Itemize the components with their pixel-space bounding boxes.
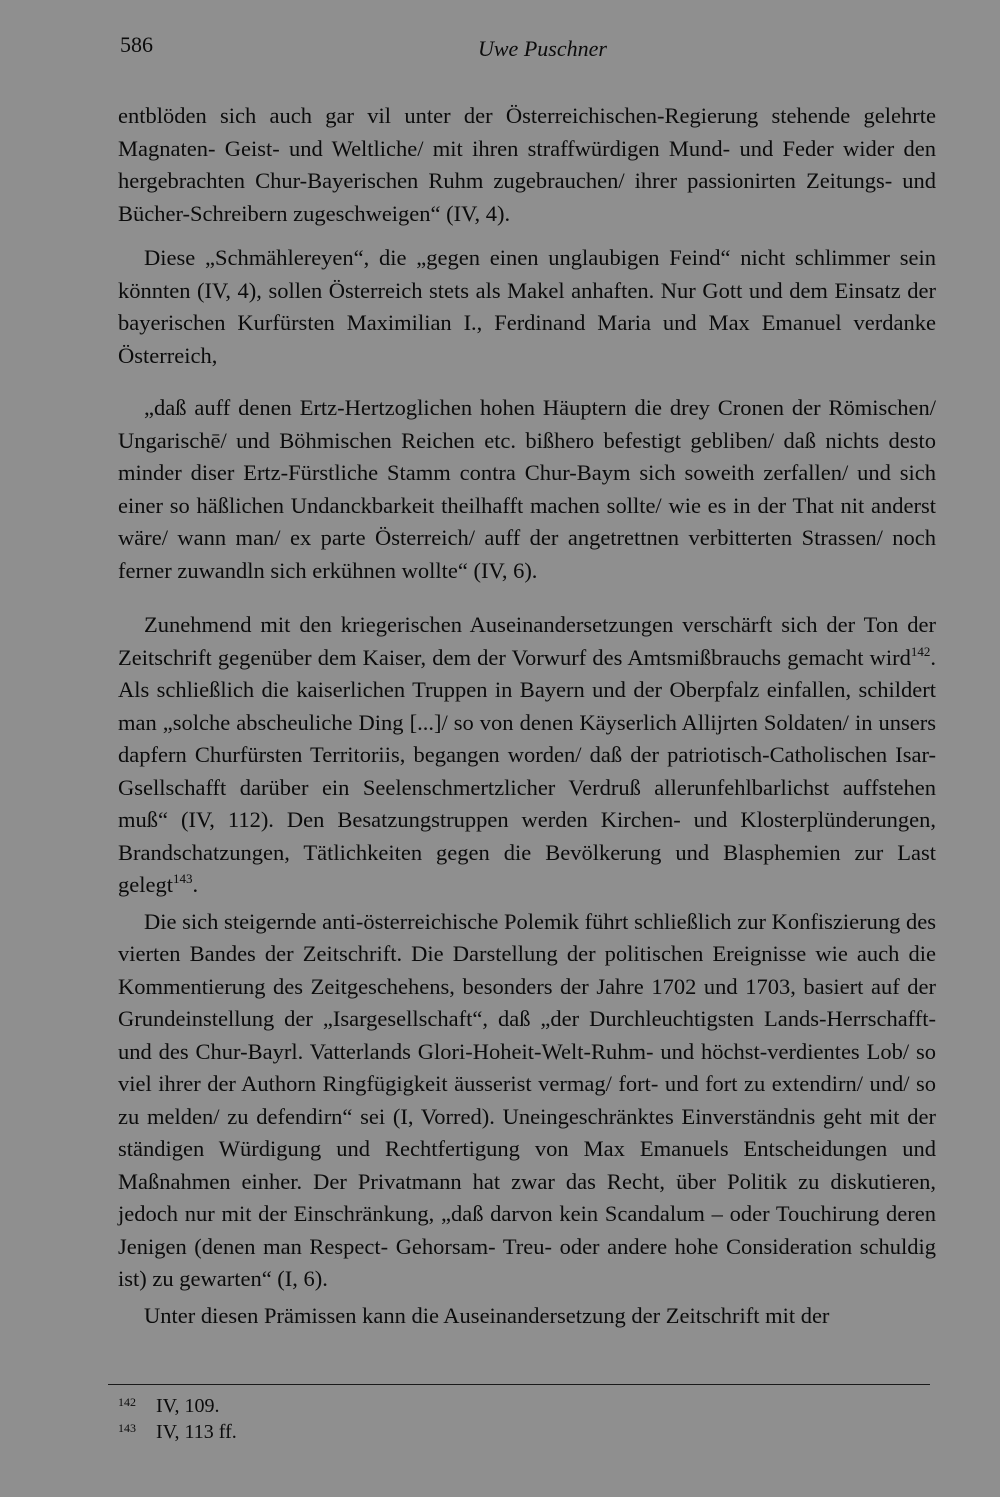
block-quote: „daß auff denen Ertz-Hertzoglichen hohen Häuptern die drey Cronen der Römischen/ Ungarischē/ und Böhmischen Reichen etc. bißhero befestigt gebliben/ daß nichts desto minder diser Ertz-Fürstliche Stamm contra Chur-Baym sich soweith zerfallen/ und sich einer so häßlichen Undanckbarkeit theilhafft machen sollte/ wie es in der That nit anderst wäre/ wann man/ ex parte Österreich/ auff der angetrettnen verbitterten Strassen/ noch ferner zuwandln sich erkühnen wollte“ (IV, 6). [118,395,936,583]
footnote-text: IV, 109. [156,1395,220,1417]
paragraph-3-part-c: . [192,872,199,897]
footnote-143 [118,1420,518,1446]
footnote-ref-143[interactable]: 143 [172,871,193,886]
footnotes [118,1394,518,1446]
footnote-number: 142 [118,1395,136,1409]
footnote-ref-142[interactable]: 142 [910,643,931,659]
paragraph-4: Die sich steigernde anti-österreichische Polemik führt schließlich zur Konfiszierung des vierten Bandes der Zeitschrift. Die Darstellung der politischen Ereignisse wie auch die Kommentierung des Zeitgeschehens, besonders der Jahre 1702 und 1703, basiert auf der Grundeinstellung der „Isargesellschaft“, daß „der Durchleuchtigsten Lands-Herrschafft- und des Chur-Bayrl. Vatterlands Glori-Hoheit-Welt-Ruhm- und höchst-verdientes Lob/ so viel ihrer der Authorn Ringfügigkeit äusserist vermag/ fort- und fort zu extendirn/ und/ so zu melden/ zu defendirn“ sei (I, Vorred). Uneingeschränktes Einverständnis geht mit der ständigen Würdigung und Rechtfertigung von Max Emanuels Entscheidungen und Maßnahmen einher. Der Privatmann hat zwar das Recht, über Politik zu diskutieren, jedoch nur mit der Einschränkung, „daß darvon kein Scandalum – oder Touchirung deren Jenigen (denen man Respect- Gehorsam- Treu- oder andere hohe Consideration schuldig ist) zu gewarten“ (I, 6). [118,908,936,1291]
page-number: 586 [120,32,153,57]
footnote-divider [108,1384,930,1385]
footnote-text: IV, 113 ff. [156,1421,237,1443]
paragraph-3-part-b: . Als schließlich die kaiserlichen Truppen in Bayern und der Oberpfalz einfallen, schildert man „solche abscheuliche Ding [...]/ so von denen Käyserlich Allijrten Soldaten/ in unsers dapfern Churfürsten Territoriis, begangen worden/ daß der patriotisch-Catholischen Isar-Gsellschafft darüber ein Seelenschmertzlicher Verdruß allerunfehlbarlichst auffstehen muß“ (IV, 112). Den Besatzungstruppen werden Kirchen- und Klosterplünderungen, Brandschatzungen, Tätlichkeiten gegen die Bevölkerung und Blasphemien zur Last gelegt [118,644,936,897]
paragraph-1: entblöden sich auch gar vil unter der Österreichischen-Regierung stehende gelehrte Magnaten- Geist- und Weltliche/ mit ihren straffwürdigen Mund- und Feder wider den hergebrachten Chur-Bayerischen Ruhm zugebrauchen/ ihrer passionirten Zeitungs- und Bücher-Schreibern zugeschweigen“ (IV, 4). [118,103,936,226]
paragraph-3 [118,609,936,902]
running-header-author: Uwe Puschner [478,36,607,61]
paragraph-2: Diese „Schmählereyen“, die „gegen einen unglaubigen Feind“ nicht schlimmer sein könnten (IV, 4), sollen Österreich stets als Makel anhaften. Nur Gott und dem Einsatz der bayerischen Kurfürsten Maximilian I., Ferdinand Maria und Max Emanuel verdanke Österreich, [118,245,936,368]
paragraph-3-part-a: Zunehmend mit den kriegerischen Auseinandersetzungen verschärft sich der Ton der Zeitschrift gegenüber dem Kaiser, dem der Vorwurf des Amtsmißbrauchs gemacht wird [118,612,936,670]
footnote-142 [118,1394,518,1420]
paragraph-5: Unter diesen Prämissen kann die Auseinandersetzung der Zeitschrift mit der [144,1302,830,1328]
body-text [118,100,936,1332]
footnote-number: 143 [118,1421,136,1435]
